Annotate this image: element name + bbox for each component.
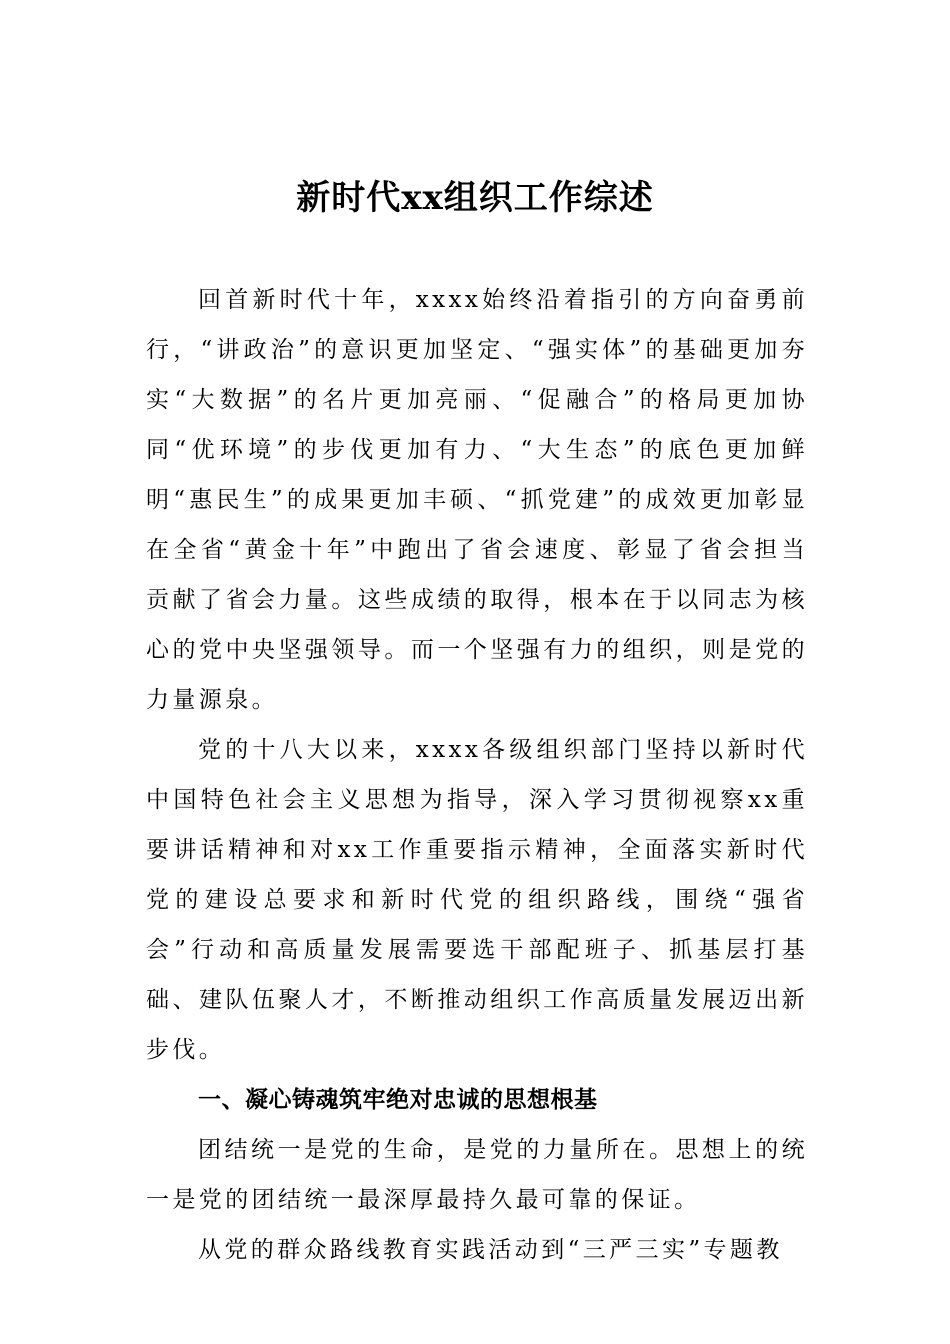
paragraph-since-18th-congress: 党的十八大以来，xxxx各级组织部门坚持以新时代中国特色社会主义思想为指导，深入学习贯彻视察xx重要讲话精神和对xx工作重要指示精神，全面落实新时代党的建设总要求和新时代党的组织路线，围绕“强省会”行动和高质量发展需要选干部配班子、抓基层打基础、建队伍聚人才，不断推动组织工作高质量发展迈出新步伐。 xyxy=(146,737,808,1063)
paragraph-mass-line: 从党的群众路线教育实践活动到“三严三实”专题教 xyxy=(198,1237,783,1263)
paragraph-intro: 回首新时代十年，xxxx始终沿着指引的方向奋勇前行，“讲政治”的意识更加坚定、“强实体”的基础更加夯实“大数据”的名片更加亮丽、“促融合”的格局更加协同“优环境”的步伐更加有力、“大生态”的底色更加鲜明“惠民生”的成果更加丰硕、“抓党建”的成效更加彰显在全省“黄金十年”中跑出了省会速度、彰显了省会担当贡献了省会力量。这些成绩的取得，根本在于以同志为核心的党中央坚强领导。而一个坚强有力的组织，则是党的力量源泉。 xyxy=(146,287,808,713)
document-title: 新时代xx组织工作综述 xyxy=(296,178,654,218)
section-heading-1: 一、凝心铸魂筑牢绝对忠诚的思想根基 xyxy=(198,1087,598,1113)
paragraph-unity: 团结统一是党的生命，是党的力量所在。思想上的统一是党的团结统一最深厚最持久最可靠的保证。 xyxy=(146,1137,808,1213)
document-body xyxy=(146,275,808,1275)
